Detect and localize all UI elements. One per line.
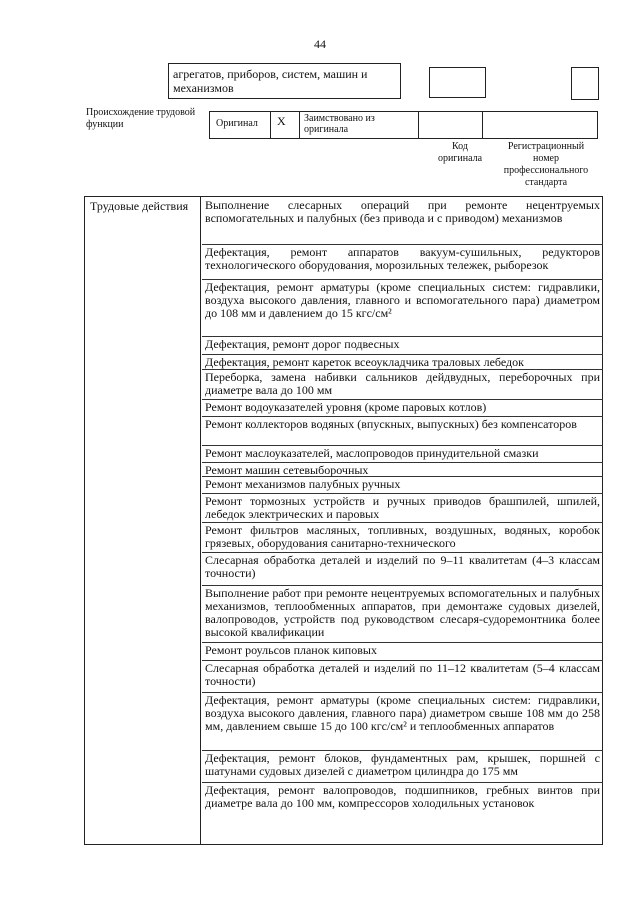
labor-action-row: Дефектация, ремонт блоков, фундаментных рам, крышек, поршней с шатунами судовых дизелей с диаметром цилиндра до 175 мм <box>202 751 603 783</box>
labor-action-row: Ремонт тормозных устройств и ручных приводов брашпилей, шпилей, лебедок электрических и паровых <box>202 494 603 523</box>
labor-action-row: Ремонт механизмов палубных ручных <box>202 477 603 494</box>
labor-action-row: Слесарная обработка деталей и изделий по 9–11 квалитетам (4–3 классам точности) <box>202 553 603 586</box>
labor-action-row: Дефектация, ремонт кареток всеоукладчика траловых лебедок <box>202 355 603 370</box>
labor-action-row: Ремонт водоуказателей уровня (кроме паровых котлов) <box>202 400 603 417</box>
code-original-caption: Код оригинала <box>437 141 483 164</box>
labor-action-row: Дефектация, ремонт дорог подвесных <box>202 337 603 355</box>
labor-action-row: Дефектация, ремонт валопроводов, подшипников, гребных винтов при диаметре вала до 100 мм, компрессоров холодильных установок <box>205 783 600 810</box>
labor-action-row: Ремонт фильтров масляных, топливных, воздушных, водяных, коробок грязевых, оборудования санитарно-технического <box>202 523 603 553</box>
labor-action-row: Дефектация, ремонт арматуры (кроме специальных систем: гидравлики, воздуха высокого давления, главного пара) диаметром свыше 108 мм до 258 мм, давлением свыше 15 до 100 кгс/см² и теплообменных аппаратов <box>202 693 603 751</box>
origin-label: Происхождение трудовой функции <box>86 107 196 130</box>
registration-number-cell <box>483 112 597 138</box>
labor-action-row: Ремонт коллекторов водяных (впускных, выпускных) без компенсаторов <box>202 417 603 446</box>
labor-actions-heading: Трудовые действия <box>90 199 189 213</box>
column-divider <box>200 196 201 845</box>
code-box <box>429 67 486 98</box>
labor-action-row: Переборка, замена набивки сальников дейдвудных, переборочных при диаметре вала до 100 мм <box>202 370 603 400</box>
qualification-level-box <box>571 67 599 100</box>
original-label: Оригинал <box>210 112 271 138</box>
registration-number-caption: Регистрационный номер профессионального стандарта <box>503 141 589 188</box>
labor-action-row: Выполнение работ при ремонте нецентруемых вспомогательных и палубных механизмов, теплообменных аппаратов, при демонтаже судовых дизелей, валопроводов, устройств под руководством слесаря-судоремонтника более высокой квалификации <box>202 586 603 643</box>
original-code-cell <box>419 112 483 138</box>
labor-action-row: Ремонт машин сетевыборочных <box>202 463 603 477</box>
borrowed-label: Заимствовано из оригинала <box>300 112 419 138</box>
original-mark: X <box>271 112 300 138</box>
page-number: 44 <box>314 37 326 51</box>
labor-action-row: Дефектация, ремонт арматуры (кроме специальных систем: гидравлики, воздуха высокого давления, главного и вспомогательного пара) диаметром до 108 мм и давлением до 15 кгс/см² <box>202 280 603 337</box>
origin-table <box>209 111 598 139</box>
labor-action-row: Слесарная обработка деталей и изделий по 11–12 квалитетам (5–4 классам точности) <box>202 661 603 693</box>
labor-action-row: Выполнение слесарных операций при ремонте нецентруемых вспомогательных и палубных (без привода и с приводом) механизмов <box>202 198 603 245</box>
labor-action-row: Ремонт маслоуказателей, маслопроводов принудительной смазки <box>202 446 603 463</box>
labor-action-row: Ремонт роульсов планок киповых <box>202 643 603 661</box>
labor-actions-list <box>202 198 603 814</box>
labor-action-row: Дефектация, ремонт аппаратов вакуум-сушильных, редукторов технологического оборудования, морозильных тележек, рыборезок <box>202 245 603 280</box>
function-name-continuation: агрегатов, приборов, систем, машин и механизмов <box>168 63 401 99</box>
